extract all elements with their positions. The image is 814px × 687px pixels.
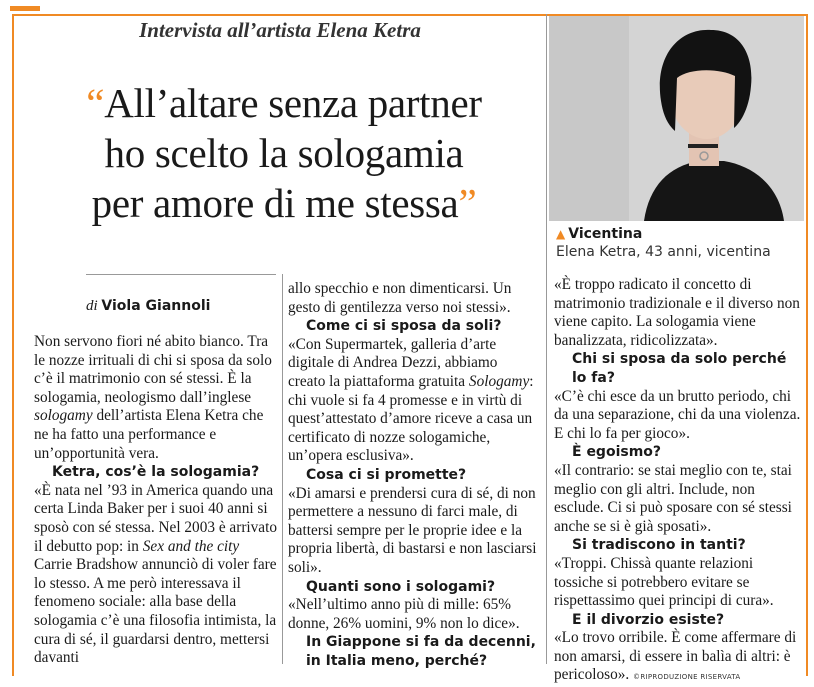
answer-paragraph: «Troppi. Chissà quante relazioni tossiche si potrebbero evitare se rispettassimo quei principi di cura». [554, 554, 774, 610]
answer-paragraph: allo specchio e non dimenticarsi. Un gesto di gentilezza verso noi stessi». [288, 280, 512, 316]
author-name: Viola Giannoli [101, 298, 211, 314]
accent-bar [10, 6, 40, 11]
portrait-photo [549, 16, 804, 221]
question-heading: Cosa ci si promette? [306, 466, 467, 483]
photo-separator-rule [546, 14, 547, 664]
answer-paragraph: «Il contrario: se stai meglio con te, stai meglio con gli altri. Include, non esclude. Ci si può sposare con sé stessi anche se si è già sposati». [554, 461, 792, 535]
intro-paragraph: Non servono fiori né abito bianco. Tra le nozze irrituali di chi si sposa da solo c’è il matrimonio con sé stessi. È la sologamia, neologismo dall’inglese sologamy dell’artista Elena Ketra che ne ha fatto una performance e un’opportunità vera. [34, 333, 272, 462]
question-heading: Come ci si sposa da soli? [306, 318, 502, 335]
answer-paragraph: «Nell’ultimo anno più di mille: 65% donne, 26% uomini, 9% non lo dice». [288, 596, 520, 632]
column-1 [34, 333, 278, 668]
headline [34, 78, 534, 228]
photo-caption-title: ▲ Vicentina [556, 226, 643, 242]
answer-paragraph: «Lo trovo orribile. È come affermare di non amarsi, di essere in balìa di altri: è pericoloso». ©RIPRODUZIONE RISERVATA [554, 629, 797, 684]
triangle-icon: ▲ [556, 227, 566, 241]
question-heading: In Giappone si fa da decenni, in Italia meno, perché? [306, 634, 536, 669]
answer-paragraph: «C’è chi esce da un brutto periodo, chi da una separazione, chi da una violenza. E chi lo fa per gioco». [554, 387, 801, 442]
question-heading: E il divorzio esiste? [572, 611, 725, 628]
photo-caption-text: Elena Ketra, 43 anni, vicentina [556, 244, 771, 260]
column-rule-1 [282, 274, 283, 664]
answer-paragraph: «Con Supermartek, galleria d’arte digitale di Andrea Dezzi, abbiamo creato la piattaforma gratuita Sologamy: chi vuole si fa 4 promesse e in virtù di quest’attestato d’amore riceve a casa un certificato di nozze sologamiche, un’opera esclusiva». [288, 335, 534, 465]
question-heading: Si tradiscono in tanti? [572, 537, 746, 554]
close-quote: ” [458, 180, 477, 226]
question-heading: È egoismo? [572, 444, 662, 461]
column-2 [288, 280, 538, 670]
headline-line-1: “All’altare senza partner [86, 80, 482, 126]
answer-paragraph: «È nata nel ’93 in America quando una certa Linda Baker per i suoi 40 anni si sposò con sé stessa. Nel 2003 è arrivato il debutto pop: in Sex and the city Carrie Bradshow annunciò di voler fare lo stesso. A me però interessava il fenomeno sociale: alla base della sologamia c’è una filosofia intimista, la cura di sé, il guardarsi dentro, mettersi davanti [34, 481, 277, 667]
headline-line-2: ho scelto la sologamia [104, 130, 464, 176]
byline: di Viola Giannoli [86, 298, 211, 314]
question-heading: Chi si sposa da solo perché lo fa? [572, 351, 787, 386]
headline-line-3: per amore di me stessa” [91, 180, 477, 226]
question-heading: Ketra, cos’è la sologamia? [52, 464, 260, 481]
copyright-notice: ©RIPRODUZIONE RISERVATA [633, 673, 741, 682]
open-quote: “ [86, 80, 105, 126]
kicker: Intervista all’artista Elena Ketra [139, 18, 421, 42]
answer-paragraph: «Di amarsi e prendersi cura di sé, di non permettere a nessuno di farci male, di battersi sempre per le proprie idee e la propria libertà, di bastarsi e non lasciarsi soli». [288, 484, 537, 576]
column-3 [554, 276, 804, 687]
question-heading: Quanti sono i sologami? [306, 578, 496, 595]
portrait-illustration [549, 16, 804, 221]
byline-rule [86, 274, 276, 275]
answer-paragraph: «È troppo radicato il concetto di matrimonio tradizionale e il diverso non viene capito. La sologamia viene banalizzata, ridicolizzata». [554, 276, 800, 349]
